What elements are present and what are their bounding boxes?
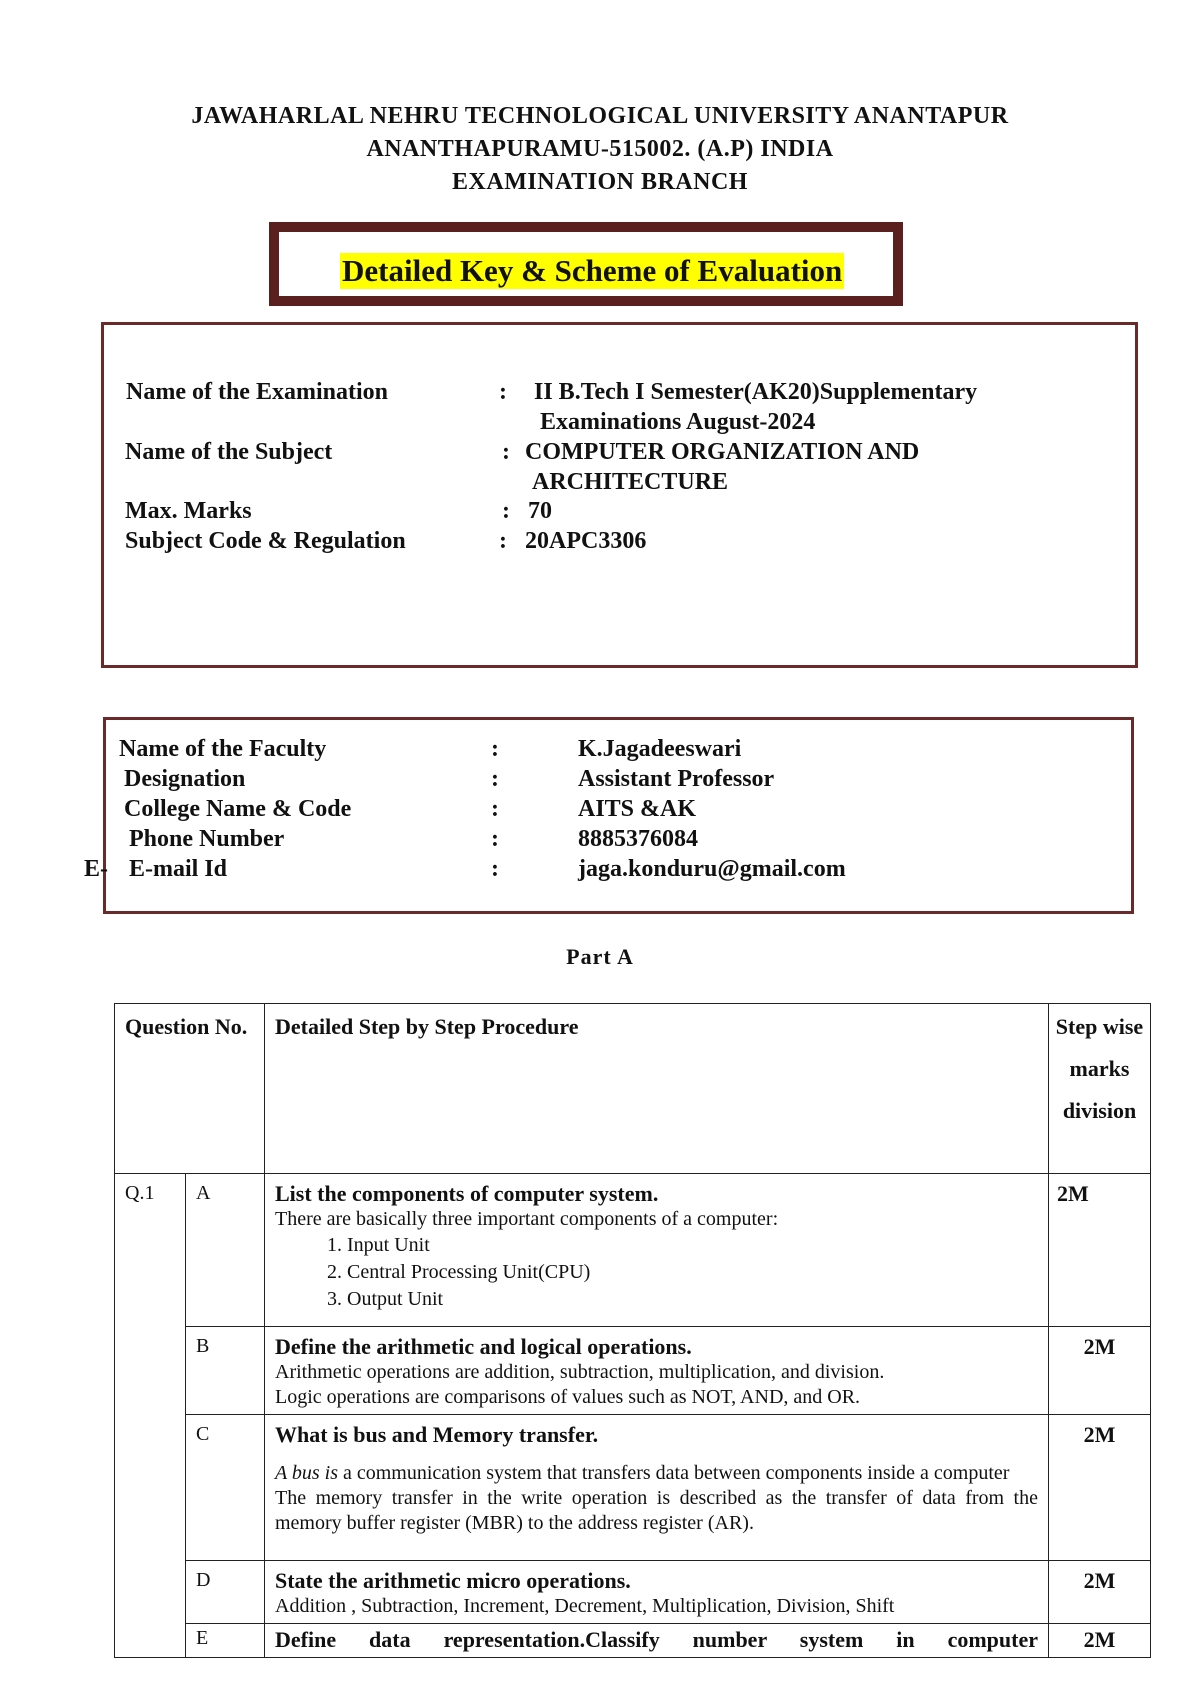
sub-question-label: B <box>186 1327 265 1415</box>
sub-question-label: E <box>186 1624 265 1658</box>
subject-code-value: 20APC3306 <box>525 528 647 554</box>
sub-question-label: D <box>186 1561 265 1624</box>
answer-cell <box>265 1624 1049 1658</box>
exam-info-box <box>101 322 1138 668</box>
email-label: E-mail Id <box>129 856 228 882</box>
sub-question-label: A <box>186 1174 265 1327</box>
university-address: ANANTHAPURAMU-515002. (A.P) INDIA <box>366 136 834 162</box>
list-item: 1. Input Unit <box>347 1232 1038 1259</box>
subject-name-value: COMPUTER ORGANIZATION AND <box>525 439 920 465</box>
subject-name-value-cont: ARCHITECTURE <box>532 469 729 495</box>
table-row <box>115 1624 1151 1658</box>
colon: : <box>491 736 499 762</box>
marks-cell: 2M <box>1049 1415 1151 1561</box>
header-question-no: Question No. <box>115 1004 265 1174</box>
colon: : <box>499 528 507 554</box>
designation-value: Assistant Professor <box>578 766 775 792</box>
exam-name-label: Name of the Examination <box>126 379 388 405</box>
designation-label: Designation <box>124 766 246 792</box>
faculty-name-label: Name of the Faculty <box>119 736 327 762</box>
table-row <box>115 1174 1151 1327</box>
italic-term: A bus is <box>275 1462 338 1484</box>
answer-cell <box>265 1415 1049 1561</box>
answer-text <box>275 1461 1038 1486</box>
branch-name: EXAMINATION BRANCH <box>452 169 748 195</box>
sub-question-label: C <box>186 1415 265 1561</box>
answer-cell <box>265 1561 1049 1624</box>
component-list <box>275 1232 1038 1313</box>
question-heading: List the components of computer system. <box>275 1181 659 1206</box>
header-procedure: Detailed Step by Step Procedure <box>265 1004 1049 1174</box>
marks-cell: 2M <box>1049 1624 1151 1658</box>
exam-name-value-cont: Examinations August-2024 <box>540 409 816 435</box>
question-heading: Define data representation.Classify number system in computer <box>275 1627 1038 1652</box>
email-value: jaga.konduru@gmail.com <box>578 856 846 882</box>
title-box <box>269 222 903 306</box>
answer-text: There are basically three important components of a computer: <box>275 1208 779 1230</box>
faculty-name-value: K.Jagadeeswari <box>578 736 742 762</box>
max-marks-value: 70 <box>528 498 552 524</box>
question-heading: Define the arithmetic and logical operations. <box>275 1334 692 1359</box>
max-marks-label: Max. Marks <box>125 498 252 524</box>
answer-text: Arithmetic operations are addition, subtraction, multiplication, and division. <box>275 1361 885 1383</box>
colon: : <box>502 439 510 465</box>
question-heading: State the arithmetic micro operations. <box>275 1568 631 1593</box>
marks-cell: 2M <box>1049 1327 1151 1415</box>
phone-value: 8885376084 <box>578 826 698 852</box>
list-item: 2. Central Processing Unit(CPU) <box>347 1259 1038 1286</box>
answer-text: Logic operations are comparisons of values such as NOT, AND, and OR. <box>275 1386 861 1408</box>
table-header-row <box>115 1004 1151 1174</box>
colon: : <box>491 826 499 852</box>
subject-code-label: Subject Code & Regulation <box>125 528 406 554</box>
answer-text: The memory transfer in the write operation is described as the transfer of data from the memory buffer register (MBR) to the address register (AR). <box>275 1487 1038 1534</box>
list-item: 3. Output Unit <box>347 1286 1038 1313</box>
answer-text-rest: a communication system that transfers data between components inside a computer <box>337 1462 1010 1484</box>
table-row <box>115 1561 1151 1624</box>
subject-name-label: Name of the Subject <box>125 439 333 465</box>
university-name: JAWAHARLAL NEHRU TECHNOLOGICAL UNIVERSITY ANANTAPUR <box>191 103 1009 129</box>
email-prefix: E- <box>84 856 108 882</box>
colon: : <box>491 856 499 882</box>
answer-text: Addition , Subtraction, Increment, Decrement, Multiplication, Division, Shift <box>275 1595 895 1617</box>
table-row <box>115 1415 1151 1561</box>
college-label: College Name & Code <box>124 796 352 822</box>
answer-cell <box>265 1327 1049 1415</box>
colon: : <box>499 379 507 405</box>
college-value: AITS &AK <box>578 796 697 822</box>
colon: : <box>491 796 499 822</box>
marks-cell: 2M <box>1049 1561 1151 1624</box>
question-number: Q.1 <box>115 1174 186 1658</box>
phone-label: Phone Number <box>129 826 285 852</box>
answer-cell <box>265 1174 1049 1327</box>
table-row <box>115 1327 1151 1415</box>
part-title: Part A <box>566 944 634 969</box>
key-table <box>114 1003 1151 1658</box>
exam-name-value: II B.Tech I Semester(AK20)Supplementary <box>534 379 978 405</box>
document-title: Detailed Key & Scheme of Evaluation <box>342 253 843 288</box>
colon: : <box>502 498 510 524</box>
colon: : <box>491 766 499 792</box>
header-marks: Step wise marks division <box>1049 1004 1151 1174</box>
question-heading: What is bus and Memory transfer. <box>275 1422 599 1447</box>
marks-cell: 2M <box>1049 1174 1151 1327</box>
